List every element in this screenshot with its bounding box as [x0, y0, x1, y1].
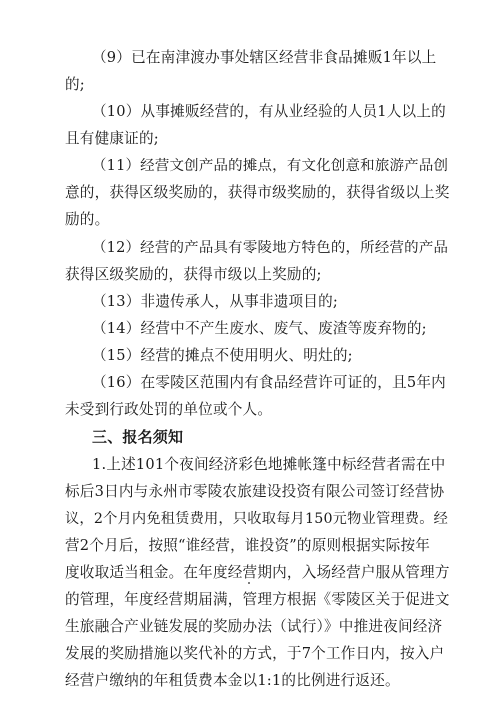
- item-1-line-4: 营2个月后，按照“谁经营，谁投资”的原则根据实际按年: [65, 537, 431, 554]
- item-1-line-5: 度收取适当租金。在年度经营期内，入场经营户服从管理方: [65, 564, 450, 581]
- clause-16-line-1: （16）在零陵区范围内有食品经营许可证的，且5年内: [92, 374, 446, 391]
- clause-12-line-1: （12）经营的产品具有零陵地方特色的，所经营的产品: [92, 240, 449, 256]
- item-1-line-6: 的管理，年度经营期届满，管理方根据《零陵区关于促进文: [65, 591, 450, 608]
- clause-11-line-3: 励的。: [65, 211, 110, 228]
- item-1-line-8: 发展的奖励措施以奖代补的方式，于7个工作日内，按入户: [65, 645, 445, 662]
- item-1-line-9: 经营户缴纳的年租赁费本金以1:1的比例进行返还。: [65, 672, 400, 689]
- clause-15-line: （15）经营的摊点不使用明火、明灶的;: [92, 347, 353, 364]
- clause-9-line-1: （9）已在南津渡办事处辖区经营非食品摊贩1年以上: [92, 49, 437, 66]
- clause-11-line-2: 意的，获得区级奖励的，获得市级奖励的，获得省级以上奖: [65, 184, 450, 201]
- clause-9-line-2: 的;: [65, 76, 85, 93]
- scan-speck: [248, 582, 250, 584]
- clause-12-line-2: 获得区级奖励的，获得市级以上奖励的;: [65, 266, 322, 283]
- clause-11-line-1: （11）经营文创产品的摊点，有文化创意和旅游产品创: [92, 158, 449, 174]
- item-1-line-1: 1.上述101个夜间经济彩色地摊帐篷中标经营者需在中: [92, 456, 446, 473]
- item-1-line-7: 生旅融合产业链发展的奖励办法（试行）》中推进夜间经济: [65, 618, 443, 635]
- section-heading: 三、报名须知: [92, 428, 184, 446]
- clause-16-line-2: 未受到行政处罚的单位或个人。: [65, 401, 273, 418]
- item-1-line-2: 标后3日内与永州市零陵农旅建设投资有限公司签订经营协: [65, 483, 445, 500]
- item-1-line-3: 议，2个月内免租赁费用，只收取每月150元物业管理费。经: [65, 511, 449, 527]
- clause-10-line-2: 且有健康证的;: [65, 130, 159, 147]
- clause-10-line-1: （10）从事摊贩经营的，有从业经验的人员1人以上的: [92, 103, 446, 120]
- clause-14-line: （14）经营中不产生废水、废气、废渣等废弃物的;: [92, 320, 427, 337]
- clause-13-line: （13）非遗传承人，从事非遗项目的;: [92, 293, 338, 310]
